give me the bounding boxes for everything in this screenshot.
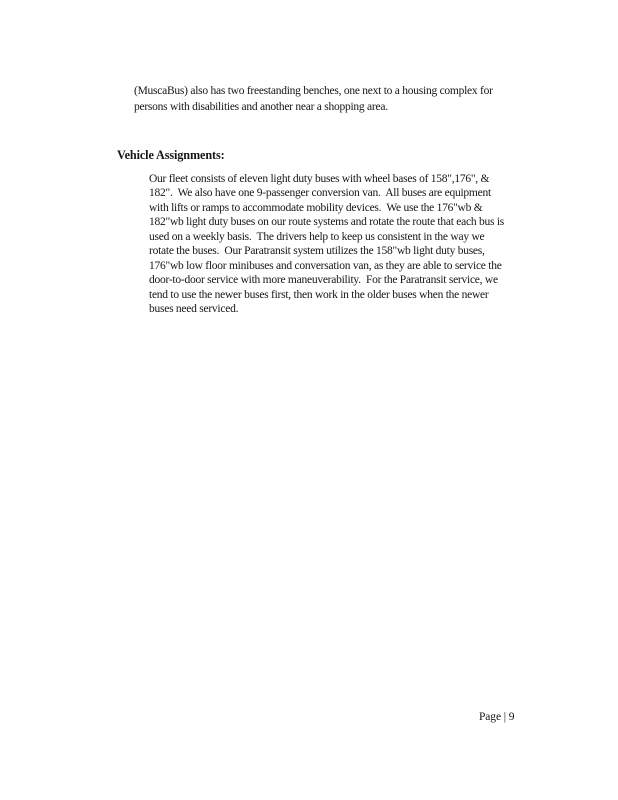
body-line: 182"wb light duty buses on our route systems and rotate the route that each bus is (149, 216, 505, 229)
body-line: buses need serviced. (149, 303, 239, 316)
body-line: Our fleet consists of eleven light duty buses with wheel bases of 158",176", & (149, 173, 490, 185)
page-number: Page | 9 (479, 711, 515, 723)
intro-paragraph (134, 83, 493, 115)
body-line: tend to use the newer buses first, then work in the older buses when the newer (149, 288, 489, 301)
body-line: door-to-door service with more maneuverability. For the Paratransit service, we (149, 274, 498, 287)
intro-line: (MuscaBus) also has two freestanding benches, one next to a housing complex for (134, 85, 493, 97)
body-paragraph (149, 172, 504, 317)
body-line: with lifts or ramps to accommodate mobility devices. We use the 176"wb & (149, 201, 483, 214)
body-line: rotate the buses. Our Paratransit system utilizes the 158"wb light duty buses, (149, 245, 485, 258)
body-line: 176"wb low floor minibuses and conversation van, as they are able to service the (149, 259, 502, 272)
body-line: used on a weekly basis. The drivers help to keep us consistent in the way we (149, 230, 485, 243)
intro-line: persons with disabilities and another near a shopping area. (134, 101, 388, 113)
section-heading: Vehicle Assignments: (117, 148, 225, 162)
body-line: 182". We also have one 9-passenger conversion van. All buses are equipment (149, 187, 491, 200)
